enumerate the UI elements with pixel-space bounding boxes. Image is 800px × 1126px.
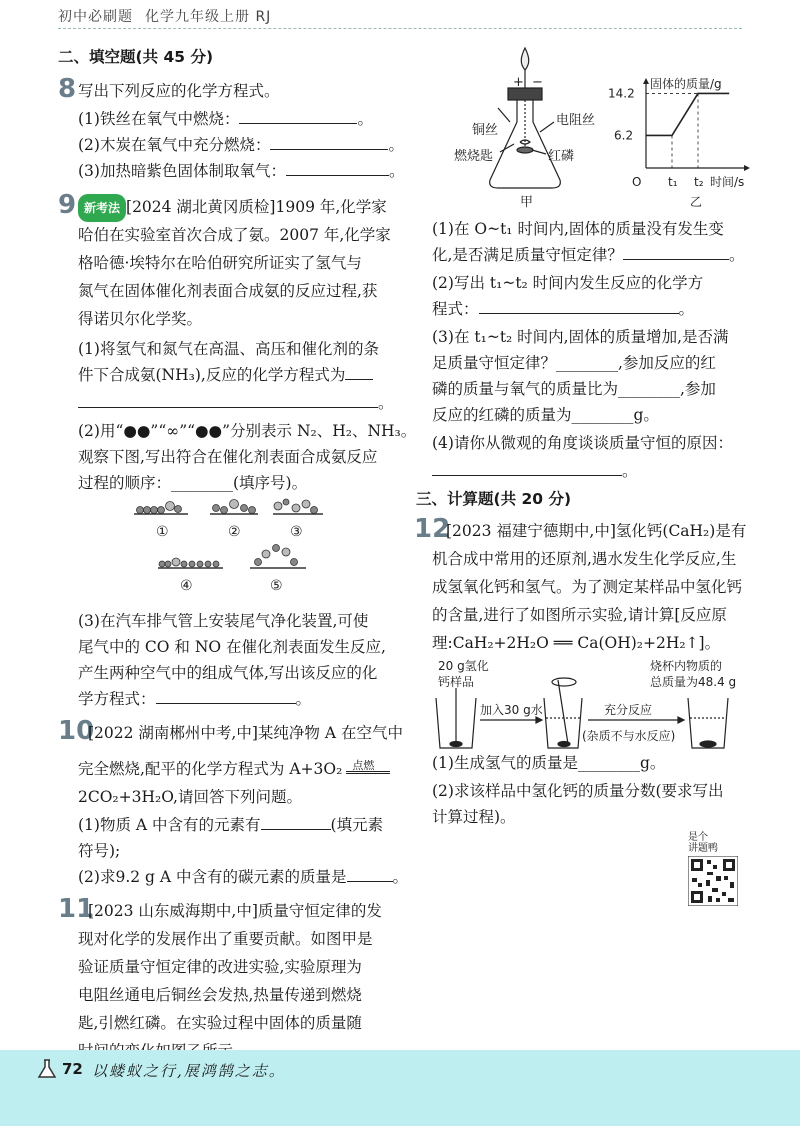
diagram-label-5: ⑤ — [270, 578, 283, 594]
q9-part3-d: 学方程式： 。 — [78, 690, 312, 708]
diagram-label-1: ① — [156, 524, 169, 540]
q8-stem: 写出下列反应的化学方程式。 — [78, 82, 280, 100]
q11-part3-c: 磷的质量与氧气的质量比为________,参加 — [432, 380, 716, 398]
diagram-label-3: ③ — [290, 524, 303, 540]
y-axis-arrow — [643, 78, 649, 84]
q12-line-1: [2023 福建宁德期中,中]氢化钙(CaH₂)是有 — [446, 522, 747, 540]
question-number-12: 12 — [414, 514, 451, 544]
q11-line-4: 电阻丝通电后铜丝会发热,热量传递到燃烧 — [78, 986, 362, 1004]
q11-part3-b: 足质量守恒定律？________,参加反应的红 — [432, 354, 716, 372]
x-axis-arrow — [744, 165, 750, 171]
page-footer — [0, 1050, 800, 1126]
label-resistor-wire: 电阻丝 — [556, 113, 596, 128]
q11-part3-d: 反应的红磷的质量为________g。 — [432, 406, 659, 424]
fig-total-line-1: 烧杯内物质的 — [650, 659, 723, 673]
y-tick-14-2: 14.2 — [608, 86, 635, 101]
fig-sample-line-1: 20 g氢化 — [438, 659, 489, 673]
q10-part1-a: (1)物质 A 中含有的元素有 (填元素 — [78, 816, 384, 834]
q9-part1-c: 。 — [78, 390, 394, 416]
running-header — [58, 6, 271, 26]
q9-line-1: 新考法 [2024 湖北黄冈质检]1909 年,化学家 — [78, 194, 387, 222]
fig-impurity-note: (杂质不与水反应) — [582, 729, 676, 743]
footer-motto: 以蝼蚁之行,展鸿鹄之志。 — [92, 1062, 286, 1080]
label-red-phosphorus: 红磷 — [548, 149, 575, 164]
q11-part4-answer: 。 — [432, 458, 638, 484]
q11-part2-a: (2)写出 t₁~t₂ 时间内发生反应的化学方 — [432, 274, 704, 292]
graph-y-label: 固体的质量/g — [650, 77, 722, 91]
electrode-plus: + — [513, 75, 524, 90]
q12-part1: (1)生成氢气的质量是________g。 — [432, 754, 666, 772]
q11-line-2: 现对化学的发展作出了重要贡献。如图甲是 — [78, 930, 373, 948]
section-fill-in: 二、填空题(共 45 分) — [58, 48, 214, 66]
header-divider — [58, 28, 742, 29]
q11-part2-b: 程式： 。 — [432, 300, 695, 318]
q11-part4: (4)请你从微观的角度谈谈质量守恒的原因： — [432, 434, 733, 452]
diagram-label-4: ④ — [180, 578, 193, 594]
new-method-badge: 新考法 — [78, 194, 126, 222]
section-calculation: 三、计算题(共 20 分) — [416, 490, 572, 508]
question-number-8: 8 — [58, 74, 77, 104]
q9-line-5: 得诺贝尔化学奖。 — [78, 310, 203, 328]
qr-caption: 是个 讲题鸭 — [688, 832, 718, 854]
mass-series-line — [646, 93, 729, 135]
q12-line-5: 理:CaH₂+2H₂O ══ Ca(OH)₂+2H₂↑]。 — [432, 634, 721, 652]
q9-part2-a: (2)用“●●”“∞”“●●”分别表示 N₂、H₂、NH₃。 — [78, 422, 417, 440]
q9-line-4: 氮气在固体催化剂表面合成氨的反应过程,获 — [78, 282, 378, 300]
q11-line-1: [2023 山东威海期中,中]质量守恒定律的发 — [88, 902, 382, 920]
q9-line-2: 哈伯在实验室首次合成了氨。2007 年,化学家 — [78, 226, 391, 244]
figure-label-jia: 甲 — [520, 195, 534, 210]
q11-line-5: 匙,引燃红磷。在实验过程中固体的质量随 — [78, 1014, 362, 1032]
q9-part3-c: 产生两种空气中的组成气体,写出该反应的化 — [78, 664, 378, 682]
book-series: 初中必刷题 — [58, 9, 133, 25]
mass-time-graph — [606, 76, 756, 210]
q10-part1-b: 符号); — [78, 842, 121, 860]
flask-icon — [36, 1058, 58, 1080]
q10-line-2: 完全燃烧,配平的化学方程式为 A+3O₂ 点燃 — [78, 756, 390, 782]
q12-line-3: 成氢氧化钙和氢气。为了测定某样品中氢化钙 — [432, 578, 743, 596]
q9-part1-a: (1)将氢气和氮气在高温、高压和催化剂的条 — [78, 340, 379, 358]
q9-part3-b: 尾气中的 CO 和 NO 在催化剂表面发生反应, — [78, 638, 386, 656]
question-number-11: 11 — [58, 894, 95, 924]
q12-line-4: 的含量,进行了如图所示实验,请计算[反应原 — [432, 606, 727, 624]
q11-part3-a: (3)在 t₁~t₂ 时间内,固体的质量增加,是否满 — [432, 328, 729, 346]
x-tick-t2: t₂ — [694, 175, 704, 189]
x-tick-t1: t₁ — [668, 175, 678, 189]
q11-part1-b: 化,是否满足质量守恒定律？ 。 — [432, 246, 745, 264]
diagram-label-2: ② — [228, 524, 241, 540]
label-combustion-spoon: 燃烧匙 — [454, 149, 494, 164]
q9-part3-a: (3)在汽车排气管上安装尾气净化装置,可使 — [78, 612, 369, 630]
q9-part2-b: 观察下图,写出符合在催化剂表面合成氨反应 — [78, 448, 378, 466]
figure-label-yi: 乙 — [690, 195, 703, 209]
page-number: 72 — [62, 1060, 83, 1078]
q8-item-3: (3)加热暗紫色固体制取氧气： 。 — [78, 162, 405, 180]
fig-total-line-2: 总质量为48.4 g — [650, 675, 737, 689]
fig-sample-line-2: 钙样品 — [438, 675, 475, 689]
q10-line-3: 2CO₂+3H₂O,请回答下列问题。 — [78, 788, 302, 806]
condition-ignite: 点燃 — [352, 759, 375, 772]
question-number-9: 9 — [58, 190, 77, 220]
q8-item-2: (2)木炭在氧气中充分燃烧： 。 — [78, 136, 404, 154]
apparatus-figure-jia — [440, 42, 610, 210]
qr-code-icon[interactable] — [688, 856, 738, 906]
fig-add-water: 加入30 g水 — [480, 703, 543, 717]
q9-part2-c: 过程的顺序：________(填序号)。 — [78, 474, 308, 492]
x-tick-origin: O — [632, 175, 642, 189]
catalyst-surface-diagram — [128, 496, 338, 600]
q10-part2: (2)求9.2 g A 中含有的碳元素的质量是 。 — [78, 868, 409, 886]
q11-line-3: 验证质量守恒定律的改进实验,实验原理为 — [78, 958, 362, 976]
q11-part1-a: (1)在 O~t₁ 时间内,固体的质量没有发生变 — [432, 220, 724, 238]
q10-line-1: [2022 湖南郴州中考,中]某纯净物 A 在空气中 — [88, 724, 403, 742]
q9-part1-b: 件下合成氨(NH₃),反应的化学方程式为 — [78, 362, 373, 388]
graph-x-label: 时间/s — [710, 175, 745, 189]
question-number-10: 10 — [58, 716, 95, 746]
fig-full-reaction: 充分反应 — [604, 703, 653, 717]
book-title: 化学九年级上册 RJ — [145, 9, 272, 25]
q8-item-1: (1)铁丝在氧气中燃烧： 。 — [78, 110, 373, 128]
label-copper-wire: 铜丝 — [472, 123, 499, 138]
y-tick-6-2: 6.2 — [614, 128, 634, 143]
q12-part2-a: (2)求该样品中氢化钙的质量分数(要求写出 — [432, 782, 724, 800]
q12-part2-b: 计算过程)。 — [432, 808, 516, 826]
electrode-minus: − — [532, 75, 543, 90]
q12-line-2: 机合成中常用的还原剂,遇水发生化学反应,生 — [432, 550, 737, 568]
q9-line-3: 格哈德·埃特尔在哈伯研究所证实了氢气与 — [78, 254, 362, 272]
cah2-experiment-figure — [432, 656, 762, 756]
